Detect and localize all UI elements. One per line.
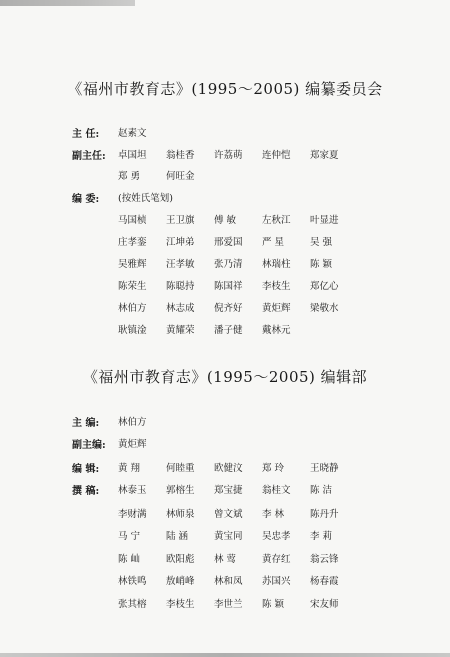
name: 李枝生 xyxy=(166,599,195,610)
members-row xyxy=(118,234,348,248)
name: 翁桂香 xyxy=(166,150,195,161)
name: 林和凤 xyxy=(214,576,243,587)
name: 苏国兴 xyxy=(262,576,291,587)
name: 戴林元 xyxy=(262,325,291,336)
name: 叶显进 xyxy=(310,215,339,226)
name: 傅 敏 xyxy=(214,215,237,226)
name: 郭榕生 xyxy=(166,485,195,496)
chief-editor-label: 主 编: xyxy=(72,418,100,429)
name: 王卫旗 xyxy=(166,215,195,226)
name: 王晓静 xyxy=(310,463,339,474)
name: 倪齐好 xyxy=(214,303,243,314)
name: 耿镇淦 xyxy=(118,325,147,336)
writers-row xyxy=(118,596,348,610)
deputy-director-label: 副主任: xyxy=(72,151,106,162)
name: 江坤弟 xyxy=(166,237,195,248)
chief-editor-names xyxy=(118,414,156,428)
name: 马国桢 xyxy=(118,215,147,226)
name: 郑宝捷 xyxy=(214,485,243,496)
name: 陈丹升 xyxy=(310,509,339,520)
name: 马 宁 xyxy=(118,531,141,542)
name: 陆 涵 xyxy=(166,531,189,542)
name: 杨春霞 xyxy=(310,576,339,587)
deputy-director-row xyxy=(118,168,204,182)
name: 林师泉 xyxy=(166,509,195,520)
name: 郑家夏 xyxy=(310,150,339,161)
name: 张其榕 xyxy=(118,599,147,610)
members-row xyxy=(118,212,348,226)
name: 宋友师 xyxy=(310,599,339,610)
name: 黄宝同 xyxy=(214,531,243,542)
committee-title: 《福州市教育志》(1995～2005) 编纂委员会 xyxy=(67,80,383,98)
name: 陈聪持 xyxy=(166,281,195,292)
name: 严 星 xyxy=(262,237,285,248)
writers-row xyxy=(118,551,348,565)
name: 卓国坦 xyxy=(118,150,147,161)
name: 翁桂文 xyxy=(262,485,291,496)
name: 黄炬辉 xyxy=(262,303,291,314)
name: 陈 颖 xyxy=(310,259,333,270)
name: 黄炬辉 xyxy=(118,439,147,450)
name: 何睦重 xyxy=(166,463,195,474)
name: 左秋江 xyxy=(262,215,291,226)
writers-row xyxy=(118,528,348,542)
name: 吴 强 xyxy=(310,237,333,248)
name: 李 莉 xyxy=(310,531,333,542)
name: 汪孝敏 xyxy=(166,259,195,270)
name: 陈 洁 xyxy=(310,485,333,496)
name: 林 莺 xyxy=(214,554,237,565)
writers-row xyxy=(118,506,348,520)
name: 吴雅辉 xyxy=(118,259,147,270)
name: 林伯方 xyxy=(118,417,147,428)
name: 陈 颖 xyxy=(262,599,285,610)
members-row xyxy=(118,322,300,336)
name: 敖峭峰 xyxy=(166,576,195,587)
name: 李世兰 xyxy=(214,599,243,610)
name: 黄存红 xyxy=(262,554,291,565)
name: 陈荣生 xyxy=(118,281,147,292)
name: 陈国祥 xyxy=(214,281,243,292)
editorial-title: 《福州市教育志》(1995～2005) 编辑部 xyxy=(82,368,368,386)
name: 何旺金 xyxy=(166,171,195,182)
name: 邢爱国 xyxy=(214,237,243,248)
name: 陈 屾 xyxy=(118,554,141,565)
name: 林瑞柱 xyxy=(262,259,291,270)
name: 张乃清 xyxy=(214,259,243,270)
members-row xyxy=(118,300,348,314)
director-names xyxy=(118,125,156,139)
name: 郑 玲 xyxy=(262,463,285,474)
name: 林伯方 xyxy=(118,303,147,314)
name: 郑 勇 xyxy=(118,171,141,182)
writers-row xyxy=(118,573,348,587)
name: 欧阳彪 xyxy=(166,554,195,565)
director-label: 主 任: xyxy=(72,129,100,140)
name: 林泰玉 xyxy=(118,485,147,496)
name: 曾文斌 xyxy=(214,509,243,520)
editors-label: 编 辑: xyxy=(72,464,100,475)
name: 翁云锋 xyxy=(310,554,339,565)
name: 林铁鸣 xyxy=(118,576,147,587)
name: 梁敬水 xyxy=(310,303,339,314)
name: 李财满 xyxy=(118,509,147,520)
name: 黄耀荣 xyxy=(166,325,195,336)
name: 连仲恺 xyxy=(262,150,291,161)
name: 吴忠孝 xyxy=(262,531,291,542)
writers-row xyxy=(118,482,348,496)
editors-row xyxy=(118,460,348,474)
scan-edge-mark xyxy=(0,0,135,6)
members-row xyxy=(118,256,348,270)
deputy-editor-names xyxy=(118,436,156,450)
deputy-editor-label: 副主编: xyxy=(72,440,106,451)
name: 欧健汶 xyxy=(214,463,243,474)
name: 黄 翔 xyxy=(118,463,141,474)
name: 郑亿心 xyxy=(310,281,339,292)
writers-label: 撰 稿: xyxy=(72,486,100,497)
deputy-director-row xyxy=(118,147,348,161)
name: 庄孝銮 xyxy=(118,237,147,248)
scan-bottom-edge xyxy=(0,653,450,657)
members-label: 编 委: xyxy=(72,194,100,205)
name: 李 林 xyxy=(262,509,285,520)
members-row xyxy=(118,278,348,292)
name: 潘子健 xyxy=(214,325,243,336)
name: 李枝生 xyxy=(262,281,291,292)
name: 许荔萌 xyxy=(214,150,243,161)
name: 林志成 xyxy=(166,303,195,314)
name: 赵素文 xyxy=(118,128,147,139)
members-note: (按姓氏笔划) xyxy=(118,193,173,204)
